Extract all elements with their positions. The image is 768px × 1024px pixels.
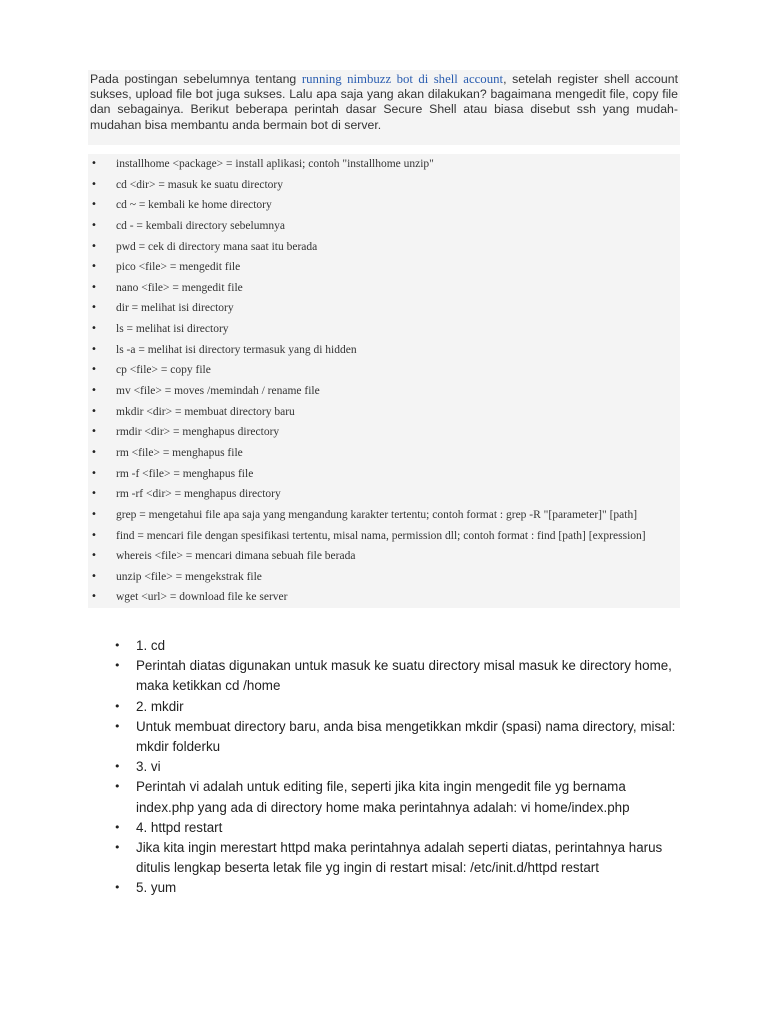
command-item: • mkdir <dir> = membuat directory baru [116,402,678,423]
command-item: • unzip <file> = mengekstrak file [116,567,678,588]
command-item: • cd <dir> = masuk ke suatu directory [116,175,678,196]
command-item: • dir = melihat isi directory [116,298,678,319]
command-item: • grep = mengetahui file apa saja yang mengandung karakter tertentu; contoh format : grep -R "[parameter]" [path] [116,505,678,526]
command-item: • installhome <package> = install aplikasi; contoh "installhome unzip" [116,154,678,175]
intro-text-after-link: , setelah register shell account sukses, upload file bot juga sukses. Lalu apa saja yang akan dilakukan? bagaimana mengedit file, copy file dan sebagainya. Berikut beberapa perintah dasar Secure Shell atau biasa disebut ssh yang mudah-mudahan bisa membantu anda bermain bot di server. [90,72,678,132]
command-item: • ls -a = melihat isi directory termasuk yang di hidden [116,340,678,361]
step-item: • 2. mkdir [136,697,682,717]
intro-block [88,70,680,145]
step-item: • 5. yum [136,878,682,898]
command-item: • cp <file> = copy file [116,360,678,381]
command-item: • pwd = cek di directory mana saat itu berada [116,237,678,258]
step-item: • 4. httpd restart [136,818,682,838]
command-item: • pico <file> = mengedit file [116,257,678,278]
previous-post-link[interactable]: running nimbuzz bot di shell account [301,72,504,86]
intro-text-before-link: Pada postingan sebelumnya tentang [90,72,302,86]
command-item: • whereis <file> = mencari dimana sebuah file berada [116,546,678,567]
command-item: • wget <url> = download file ke server [116,587,678,608]
command-item: • rm <file> = menghapus file [116,443,678,464]
step-item: • Perintah diatas digunakan untuk masuk ke suatu directory misal masuk ke directory home, maka ketikkan cd /home [136,656,682,696]
command-item: • rmdir <dir> = menghapus directory [116,422,678,443]
step-item: • Jika kita ingin merestart httpd maka perintahnya adalah seperti diatas, perintahnya harus ditulis lengkap beserta letak file yg ingin di restart misal: /etc/init.d/httpd restart [136,838,682,878]
command-list [88,154,680,608]
step-item: • Perintah vi adalah untuk editing file, seperti jika kita ingin mengedit file yg bernama index.php yang ada di directory home maka perintahnya adalah: vi home/index.php [136,777,682,817]
step-item: • Untuk membuat directory baru, anda bisa mengetikkan mkdir (spasi) nama directory, misal: mkdir folderku [136,717,682,757]
intro-paragraph [90,72,678,133]
command-item: • ls = melihat isi directory [116,319,678,340]
command-item: • cd - = kembali directory sebelumnya [116,216,678,237]
command-item: • mv <file> = moves /memindah / rename file [116,381,678,402]
step-item: • 1. cd [136,636,682,656]
command-item: • rm -f <file> = menghapus file [116,464,678,485]
command-item: • nano <file> = mengedit file [116,278,678,299]
steps-list [110,636,682,899]
command-item: • cd ~ = kembali ke home directory [116,195,678,216]
command-item: • rm -rf <dir> = menghapus directory [116,484,678,505]
command-item: • find = mencari file dengan spesifikasi tertentu, misal nama, permission dll; contoh format : find [path] [expression] [116,526,678,547]
step-item: • 3. vi [136,757,682,777]
